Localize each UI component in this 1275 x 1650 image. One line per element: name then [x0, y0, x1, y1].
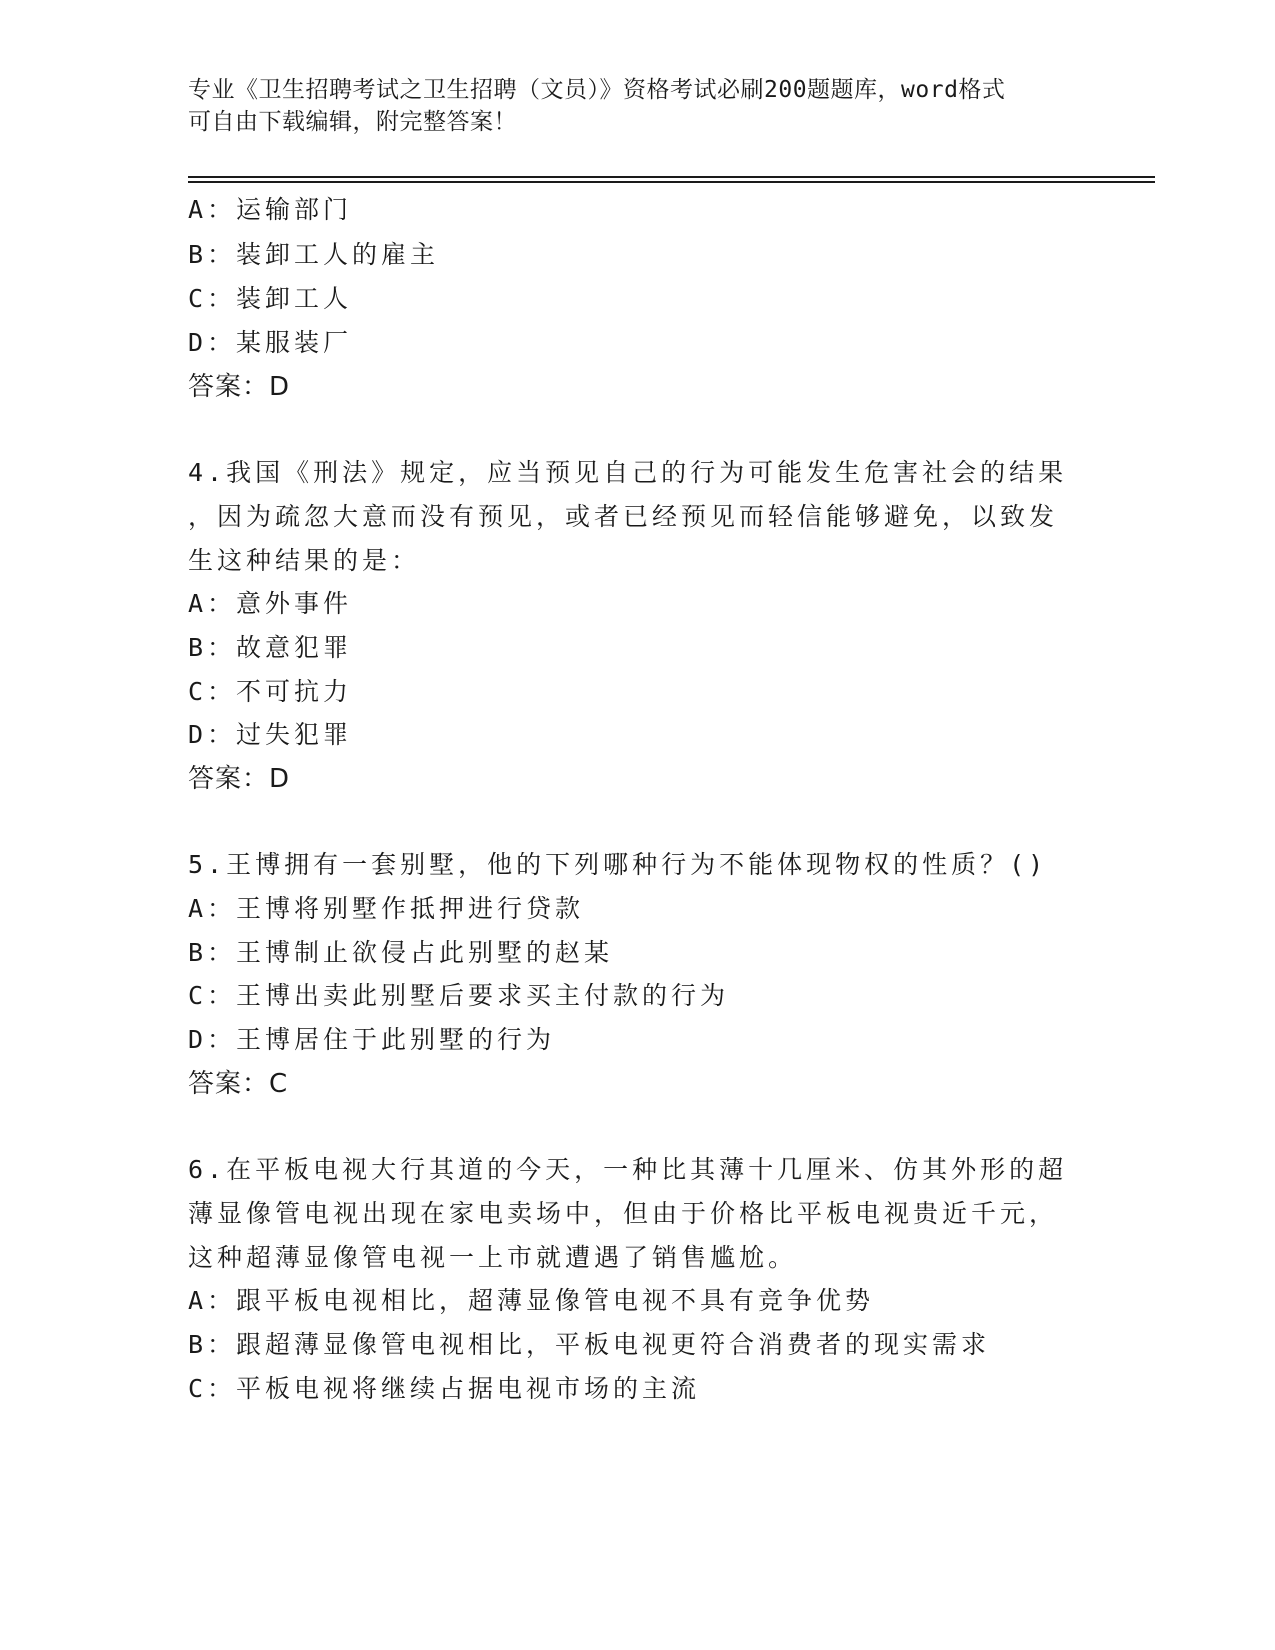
q6-option-b: B：跟超薄显像管电视相比，平板电视更符合消费者的现实需求 [188, 1330, 991, 1359]
document-header [188, 74, 1088, 138]
q3-option-d: D：某服装厂 [188, 328, 353, 357]
q3-answer-label: 答案： [188, 372, 270, 402]
header-line-1: 专业《卫生招聘考试之卫生招聘（文员）》资格考试必刷200题题库，word格式 [188, 77, 1006, 103]
q4-text-line-3: 生这种结果的是： [188, 546, 421, 575]
q3-answer [188, 372, 289, 402]
q5-option-b: B：王博制止欲侵占此别墅的赵某 [188, 938, 614, 967]
q5-answer-value: C [269, 1069, 288, 1099]
q5-answer-label: 答案： [188, 1069, 270, 1099]
q3-option-a: A：运输部门 [188, 195, 353, 224]
header-divider-top [188, 176, 1155, 178]
q4-option-c: C：不可抗力 [188, 677, 353, 706]
q3-option-c: C：装卸工人 [188, 284, 353, 313]
q4-answer-label: 答案： [188, 764, 270, 794]
q5-option-d: D：王博居住于此别墅的行为 [188, 1025, 556, 1054]
q4-option-d: D：过失犯罪 [188, 720, 353, 749]
q4-option-a: A：意外事件 [188, 589, 353, 618]
q5-text-line-1: 5.王博拥有一套别墅，他的下列哪种行为不能体现物权的性质？() [188, 850, 1048, 879]
header-line-2: 可自由下载编辑，附完整答案！ [188, 109, 517, 135]
q5-answer [188, 1069, 287, 1099]
q3-answer-value: D [269, 372, 290, 402]
q5-option-c: C：王博出卖此别墅后要求买主付款的行为 [188, 981, 730, 1010]
q6-text-line-1: 6.在平板电视大行其道的今天，一种比其薄十几厘米、仿其外形的超 [188, 1155, 1068, 1184]
header-divider-bottom [188, 181, 1155, 183]
q5-option-a: A：王博将别墅作抵押进行贷款 [188, 894, 585, 923]
q6-text-line-3: 这种超薄显像管电视一上市就遭遇了销售尴尬。 [188, 1243, 798, 1272]
q6-option-c: C：平板电视将继续占据电视市场的主流 [188, 1374, 701, 1403]
q6-option-a: A：跟平板电视相比，超薄显像管电视不具有竞争优势 [188, 1286, 875, 1315]
q4-option-b: B：故意犯罪 [188, 633, 353, 662]
q4-answer-value: D [269, 764, 290, 794]
q3-option-b: B：装卸工人的雇主 [188, 240, 440, 269]
q4-answer [188, 764, 289, 794]
q4-text-line-1: 4.我国《刑法》规定，应当预见自己的行为可能发生危害社会的结果 [188, 458, 1068, 487]
q4-text-line-2: ，因为疏忽大意而没有预见，或者已经预见而轻信能够避免，以致发 [188, 502, 1059, 531]
q6-text-line-2: 薄显像管电视出现在家电卖场中，但由于价格比平板电视贵近千元， [188, 1199, 1059, 1228]
